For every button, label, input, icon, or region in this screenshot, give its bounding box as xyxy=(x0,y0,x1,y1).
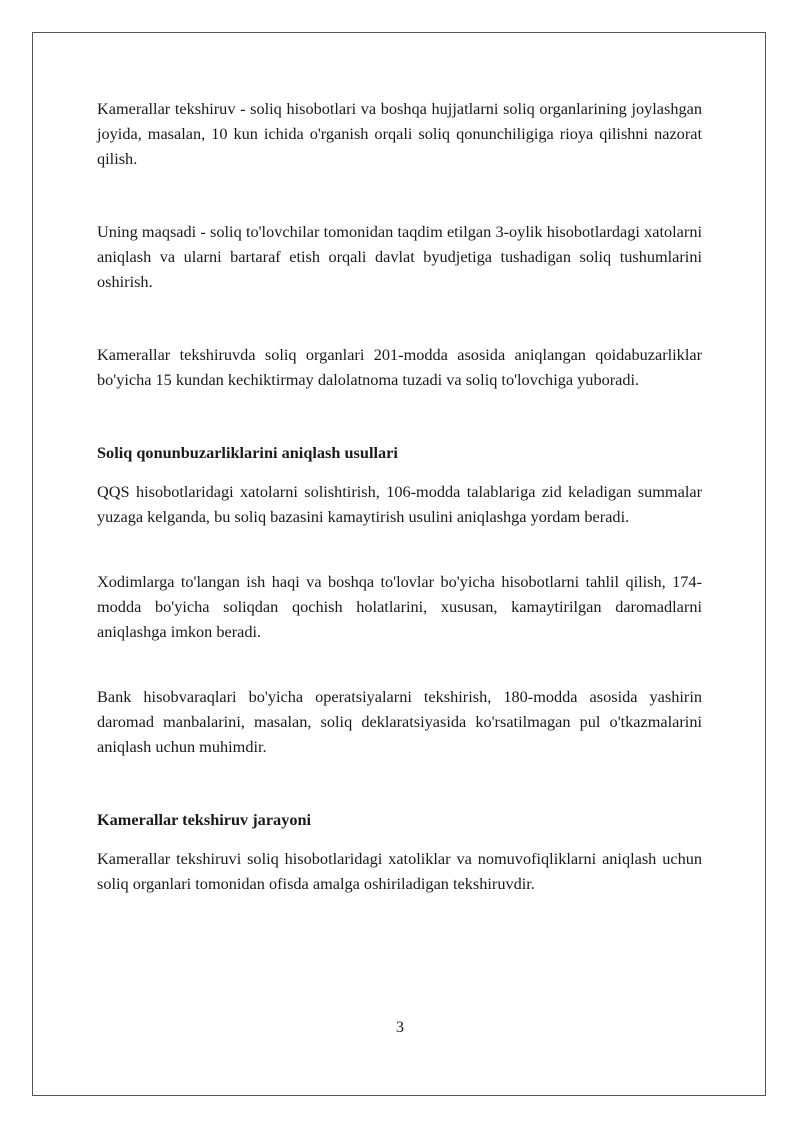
page-number: 3 xyxy=(395,1017,405,1036)
paragraph-salary: Xodimlarga to'langan ish haqi va boshqa to'lovlar bo'yicha hisobotlarni tahlil qilish, 174-modda bo'yicha soliqdan qochish holatlarini, xususan, kamaytirilgan daromadlarni aniqlashga imkon beradi. xyxy=(97,572,702,641)
section-heading-methods: Soliq qonunbuzarliklarini aniqlash usullari xyxy=(97,443,398,462)
paragraph-definition: Kamerallar tekshiruv - soliq hisobotlari va boshqa hujjatlarni soliq organlarining joylashgan joyida, masalan, 10 kun ichida o'rganish orqali soliq qonunchiligiga rioya qilishni nazorat qilish. xyxy=(97,99,702,168)
paragraph-act: Kamerallar tekshiruvda soliq organlari 201-modda asosida aniqlangan qoidabuzarliklar bo'yicha 15 kundan kechiktirmay dalolatnoma tuzadi va soliq to'lovchiga yuboradi. xyxy=(97,345,702,389)
paragraph-process: Kamerallar tekshiruvi soliq hisobotlaridagi xatoliklar va nomuvofiqliklarni aniqlash uchun soliq organlari tomonidan ofisda amalga oshiriladigan tekshiruvdir. xyxy=(97,849,702,893)
paragraph-bank: Bank hisobvaraqlari bo'yicha operatsiyalarni tekshirish, 180-modda asosida yashirin daromad manbalarini, masalan, soliq deklaratsiyasida ko'rsatilmagan pul o'tkazmalarini aniqlash uchun muhimdir. xyxy=(97,687,702,756)
paragraph-vat: QQS hisobotlaridagi xatolarni solishtirish, 106-modda talablariga zid keladigan summalar yuzaga kelganda, bu soliq bazasini kamaytirish usulini aniqlashga yordam beradi. xyxy=(97,482,702,526)
page-content xyxy=(97,96,702,896)
section-heading-process: Kamerallar tekshiruv jarayoni xyxy=(97,810,312,829)
paragraph-purpose: Uning maqsadi - soliq to'lovchilar tomonidan taqdim etilgan 3-oylik hisobotlardagi xatolarni aniqlash va ularni bartaraf etish orqali davlat byudjetiga tushadigan soliq tushumlarini oshirish. xyxy=(97,222,702,291)
